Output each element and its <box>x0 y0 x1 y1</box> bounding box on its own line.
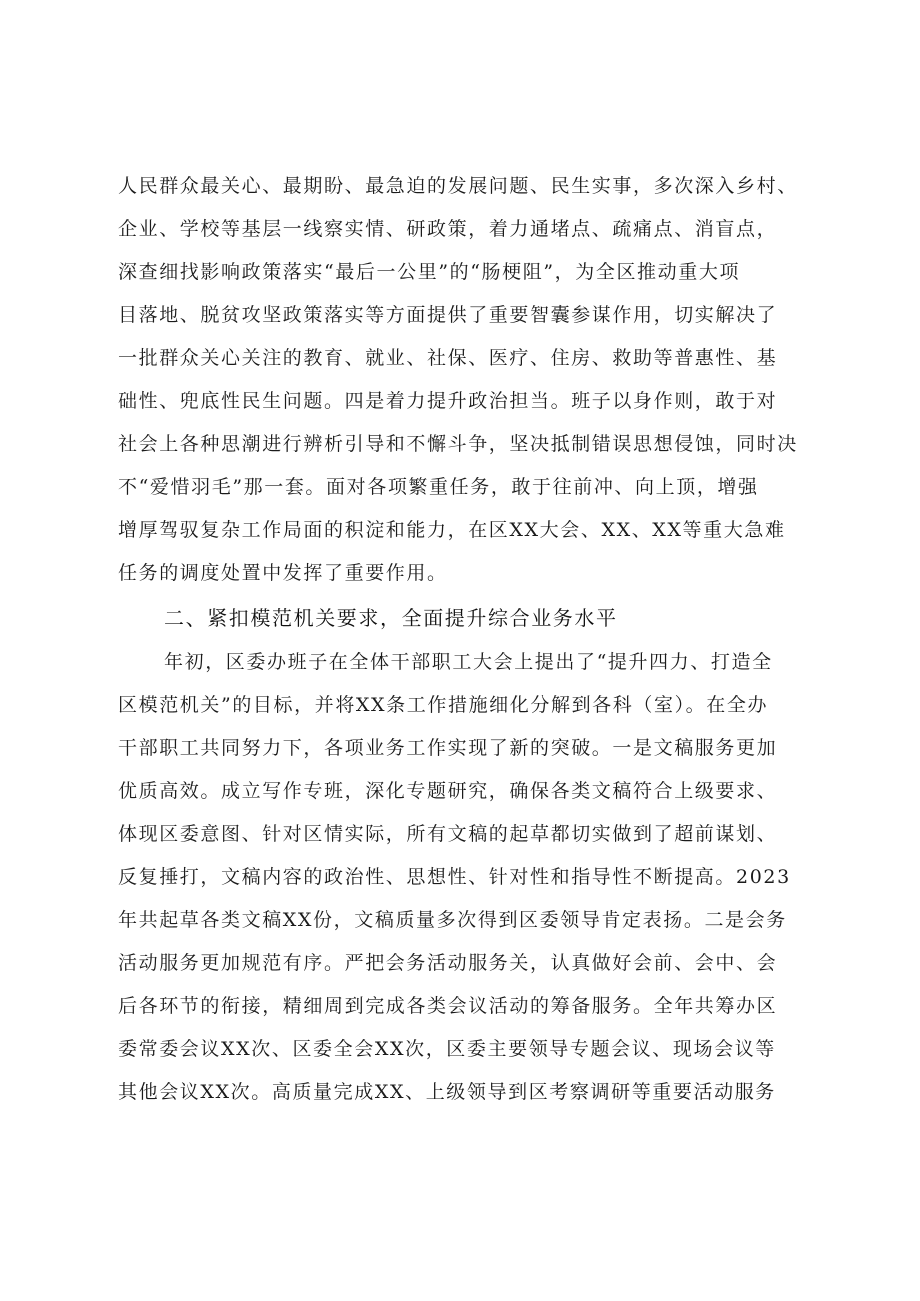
paragraph-line: 年共起草各类文稿XX份，文稿质量多次得到区委领导肯定表扬。二是会务 <box>118 909 787 931</box>
paragraph-line: 增厚驾驭复杂工作局面的积淀和能力，在区XX大会、XX、XX等重大急难 <box>118 519 786 541</box>
paragraph-line: 优质高效。成立写作专班，深化专题研究，确保各类文稿符合上级要求、 <box>118 780 778 802</box>
paragraph-line: 其他会议XX次。高质量完成XX、上级领导到区考察调研等重要活动服务 <box>118 1081 776 1103</box>
paragraph-line: 企业、学校等基层一线察实情、研政策，着力通堵点、疏痛点、消盲点， <box>118 218 778 240</box>
paragraph-line: 任务的调度处置中发挥了重要作用。 <box>118 562 448 584</box>
paragraph-line: 体现区委意图、针对区情实际，所有文稿的起草都切实做到了超前谋划、 <box>118 823 778 845</box>
paragraph-line: 区模范机关”的目标，并将XX条工作措施细化分解到各科（室）。在全办 <box>118 694 769 716</box>
section-heading: 二、紧扣模范机关要求，全面提升综合业务水平 <box>164 606 618 630</box>
paragraph-line: 不“爱惜羽毛”那一套。面对各项繁重任务，敢于往前冲、向上顶，增强 <box>118 476 759 498</box>
paragraph-line: 深查细找影响政策落实“最后一公里”的“肠梗阻”，为全区推动重大项 <box>118 261 741 283</box>
paragraph-line: 反复捶打，文稿内容的政治性、思想性、针对性和指导性不断提高。2023 <box>118 866 791 888</box>
paragraph-line: 委常委会议XX次、区委全会XX次，区委主要领导专题会议、现场会议等 <box>118 1038 776 1060</box>
paragraph-line: 社会上各种思潮进行辨析引导和不懈斗争，坚决抵制错误思想侵蚀，同时决 <box>118 433 798 455</box>
paragraph-line: 活动服务更加规范有序。严把会务活动服务关，认真做好会前、会中、会 <box>118 952 778 974</box>
paragraph-line: 人民群众最关心、最期盼、最急迫的发展问题、民生实事，多次深入乡村、 <box>118 175 798 197</box>
paragraph-line: 目落地、脱贫攻坚政策落实等方面提供了重要智囊参谋作用，切实解决了 <box>118 304 778 326</box>
paragraph-line: 础性、兜底性民生问题。四是着力提升政治担当。班子以身作则，敢于对 <box>118 390 778 412</box>
paragraph-line: 年初，区委办班子在全体干部职工大会上提出了“提升四力、打造全 <box>164 651 773 673</box>
paragraph-line: 一批群众关心关注的教育、就业、社保、医疗、住房、救助等普惠性、基 <box>118 347 778 369</box>
paragraph-line: 后各环节的衔接，精细周到完成各类会议活动的筹备服务。全年共筹办区 <box>118 995 778 1017</box>
paragraph-line: 干部职工共同努力下，各项业务工作实现了新的突破。一是文稿服务更加 <box>118 737 778 759</box>
